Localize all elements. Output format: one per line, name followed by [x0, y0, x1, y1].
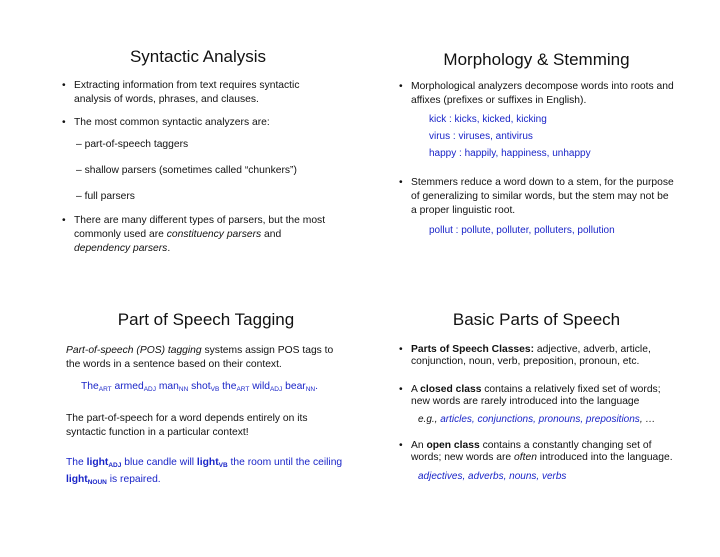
- word: shot: [188, 381, 211, 392]
- text: is repaired.: [106, 474, 161, 485]
- tag: NN: [178, 386, 189, 393]
- tagged-example: [66, 380, 346, 394]
- text: An: [411, 440, 427, 451]
- bullet: [399, 440, 674, 464]
- bullet-list: [62, 214, 334, 256]
- sub-bullet: – shallow parsers (sometimes called “chunkers”): [76, 165, 297, 176]
- text: adjective, adverb, article, conjunction, noun, verb, preposition, pronoun, etc.: [411, 344, 651, 367]
- example-line: [399, 412, 674, 428]
- emphasis: constituency parsers: [166, 229, 262, 240]
- example-line: adjectives, adverbs, nouns, verbs: [418, 471, 567, 482]
- example-line: virus : viruses, antivirus: [429, 131, 533, 142]
- word: light: [86, 457, 109, 468]
- paragraph: The part-of-speech for a word depends entirely on its syntactic function in a particular context!: [66, 413, 308, 438]
- text: the room until the ceiling: [227, 457, 343, 468]
- slide-morphology-stemming: [399, 50, 674, 239]
- text: blue candle will: [121, 457, 197, 468]
- text: .: [315, 381, 318, 392]
- bullet-list: [62, 79, 334, 130]
- bullet-list: [399, 440, 674, 464]
- slide-title: Basic Parts of Speech: [452, 310, 621, 329]
- emphasis: e.g.,: [418, 414, 441, 425]
- bold-text: Parts of Speech Classes:: [411, 344, 535, 355]
- word: armed: [111, 381, 144, 392]
- emphasis: Part-of-speech (POS) tagging: [66, 345, 202, 356]
- sub-bullet: – part-of-speech taggers: [76, 139, 189, 150]
- sub-bullet: – full parsers: [76, 191, 135, 202]
- word: the: [219, 381, 237, 392]
- word: wild: [249, 381, 270, 392]
- emphasis: often: [514, 452, 537, 463]
- tag: NN: [305, 386, 316, 393]
- bold-text: closed class: [420, 384, 482, 395]
- emphasis: articles, conjunctions, pronouns, prepositions: [440, 414, 640, 425]
- example-line: happy : happily, happiness, unhappy: [429, 148, 591, 159]
- paragraph: [66, 344, 346, 372]
- bullet-list: [399, 344, 674, 408]
- slide-title: Part of Speech Tagging: [117, 310, 295, 329]
- tag: ART: [236, 386, 250, 393]
- emphasis: dependency parsers: [74, 243, 168, 254]
- text: A: [411, 384, 421, 395]
- tagged-example: [66, 454, 346, 488]
- bold-text: open class: [426, 440, 480, 451]
- tag: VB: [210, 386, 220, 393]
- bullet: • Extracting information from text requires syntactic analysis of words, phrases, and clauses.: [62, 79, 334, 107]
- text: The: [66, 457, 87, 468]
- text: There are many different types of parsers, but the most commonly used are: [74, 215, 326, 240]
- slide-title: Morphology & Stemming: [443, 50, 630, 69]
- text: contains a constantly changing set of words; new words are: [411, 440, 652, 463]
- bullet: [399, 344, 674, 368]
- bullet: [399, 384, 674, 408]
- word: The: [81, 381, 99, 392]
- tag: NOUN: [87, 479, 107, 486]
- tag: ADJ: [269, 386, 283, 393]
- slide-title: Syntactic Analysis: [129, 47, 267, 66]
- bullet-list: [399, 176, 674, 218]
- text: introduced into the language.: [536, 452, 673, 463]
- text: .: [167, 243, 171, 254]
- word: light: [66, 474, 88, 485]
- emphasis: , …: [639, 414, 656, 425]
- bullet: • Stemmers reduce a word down to a stem, for the purpose of generalizing to similar words, but the stem may not be a proper linguistic root.: [399, 176, 674, 218]
- bullet-list: [399, 80, 674, 108]
- word: light: [196, 457, 219, 468]
- bullet: [62, 214, 334, 256]
- example-line: kick : kicks, kicked, kicking: [429, 114, 547, 125]
- tag: ADJ: [143, 386, 156, 393]
- slide-pos-tagging: [66, 310, 346, 496]
- word: bear: [282, 381, 306, 392]
- slide-syntactic-analysis: [62, 47, 334, 263]
- bullet: • Morphological analyzers decompose words into roots and affixes (prefixes or suffixes in English).: [399, 80, 674, 108]
- tag: ART: [98, 386, 112, 393]
- text: contains a relatively fixed set of words; new words are rarely introduced into the language: [411, 384, 661, 407]
- slide-basic-pos: [399, 310, 674, 485]
- text: systems assign POS tags to the words in a sentence based on their context.: [66, 345, 334, 370]
- word: man: [155, 381, 179, 392]
- text: and: [261, 229, 282, 240]
- tag: ADJ: [108, 462, 122, 469]
- bullet: • The most common syntactic analyzers are:: [62, 116, 334, 130]
- example-line: pollut : pollute, polluter, polluters, pollution: [429, 225, 615, 236]
- tag: VB: [218, 462, 228, 469]
